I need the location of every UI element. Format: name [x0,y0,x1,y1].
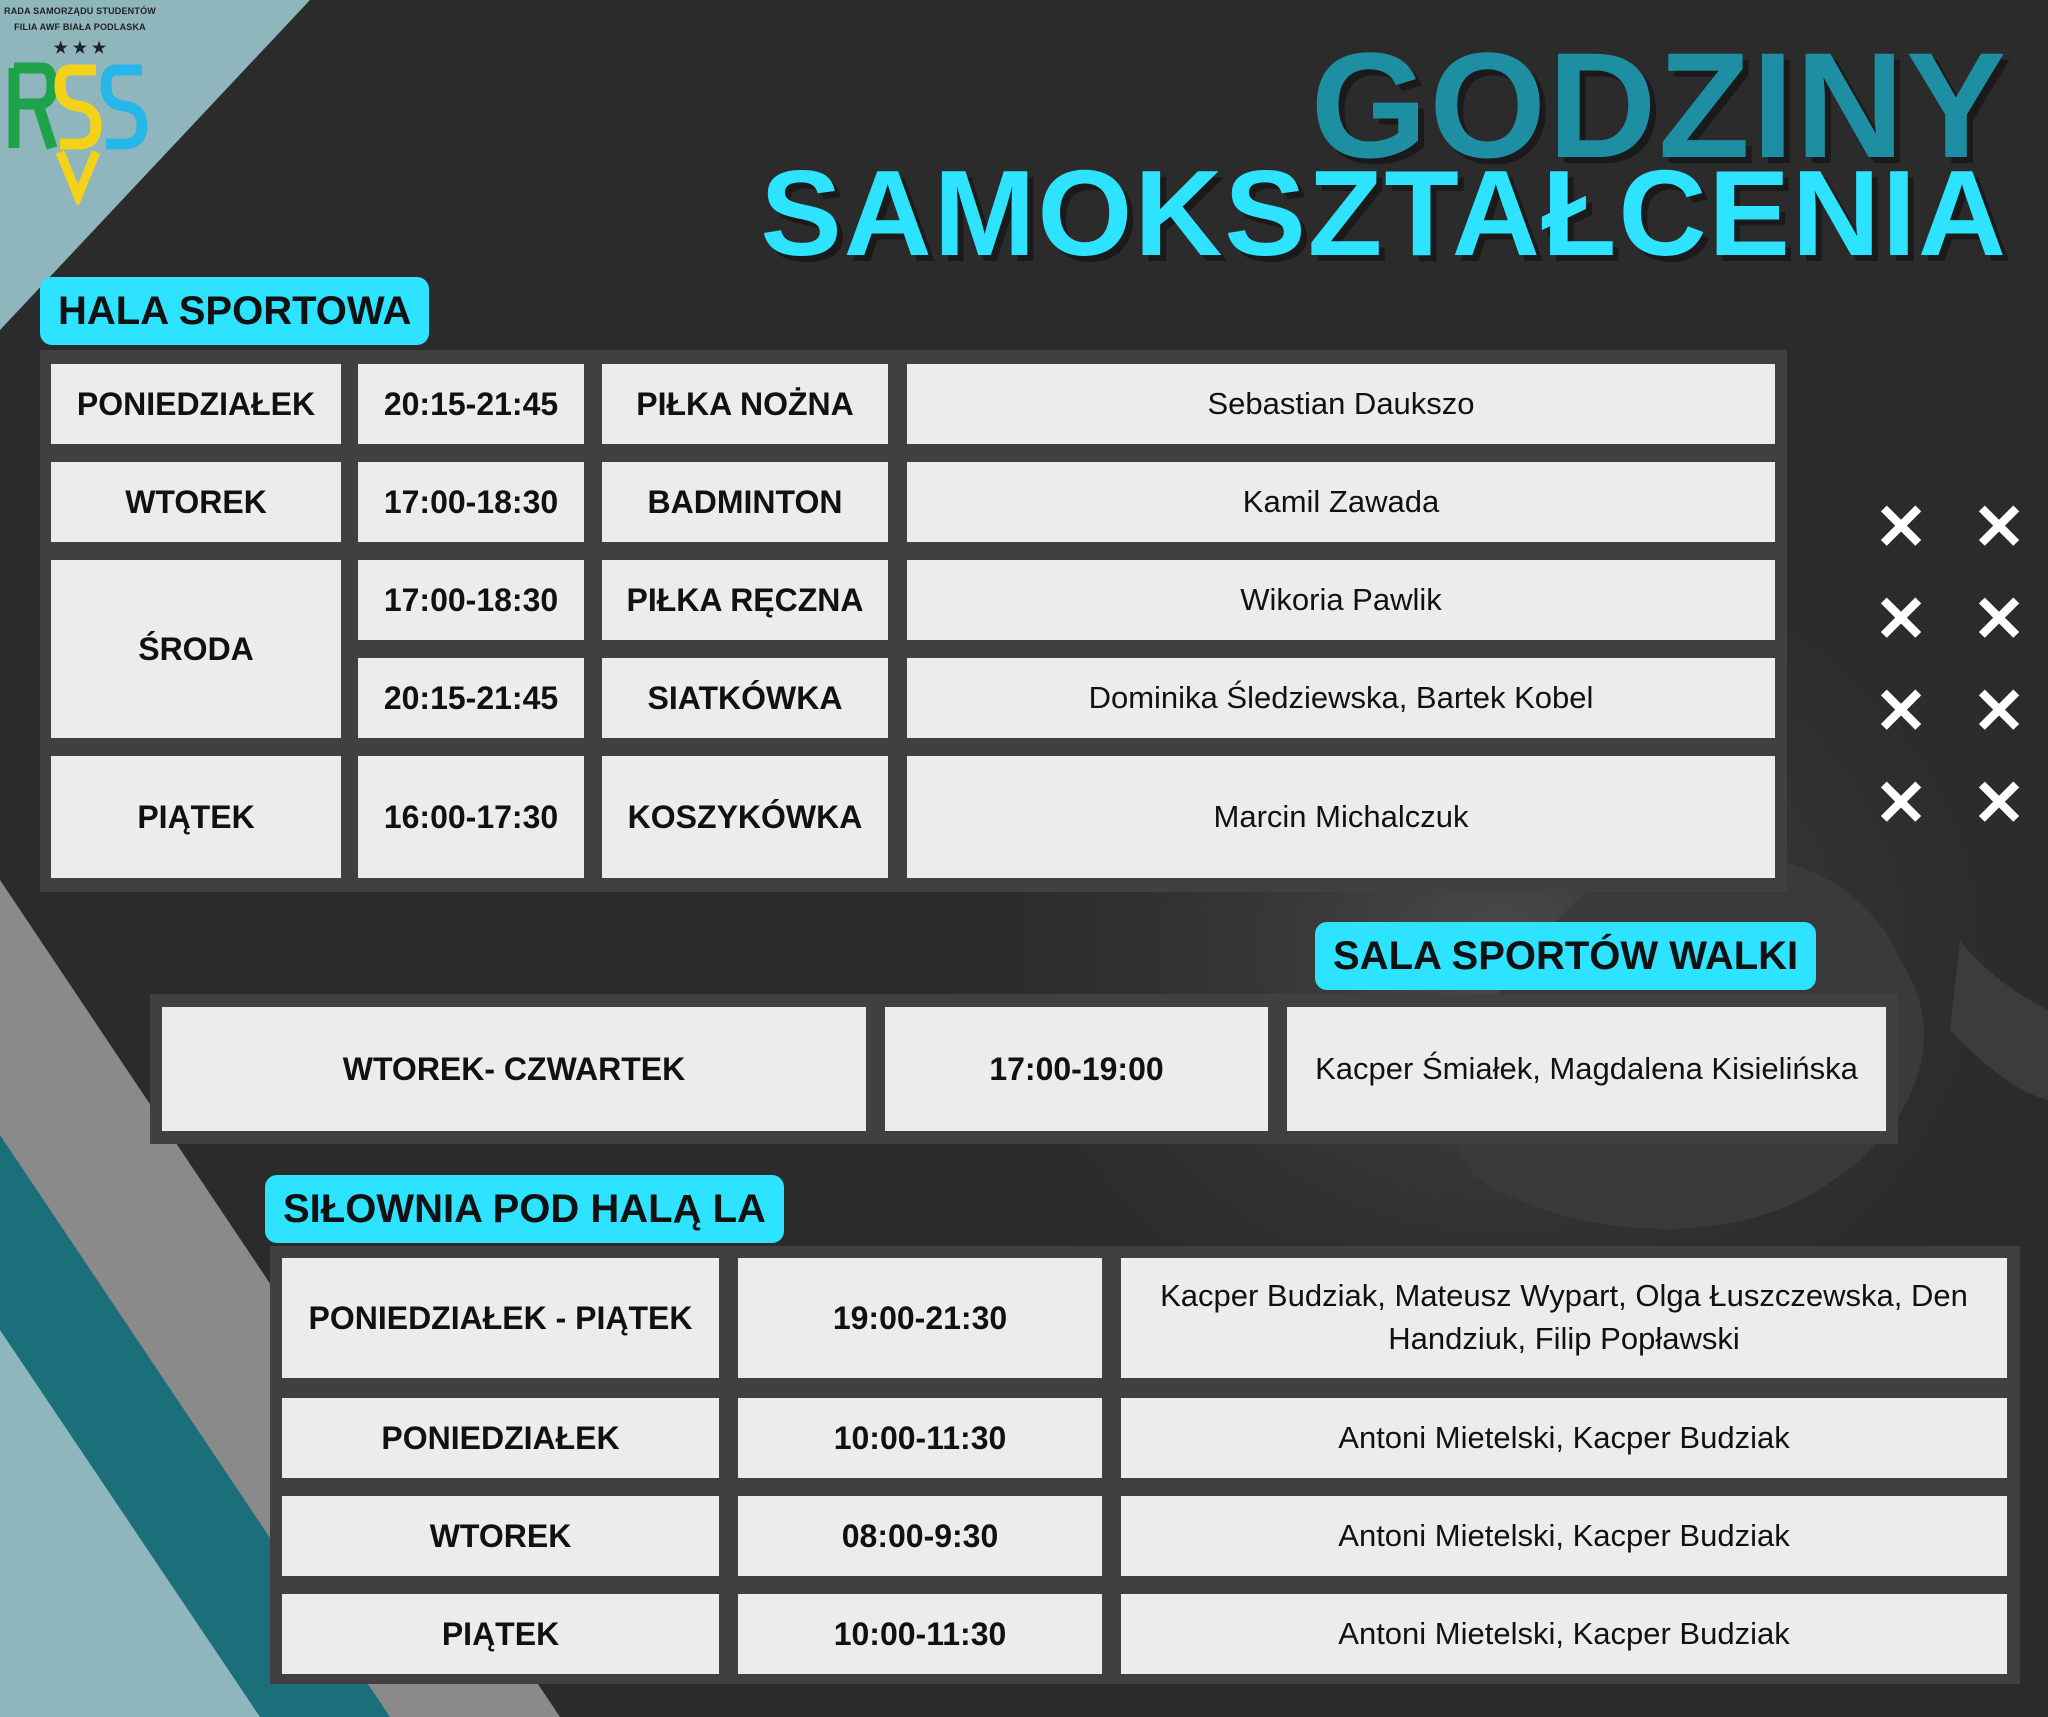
time-cell: 10:00-11:30 [738,1594,1102,1674]
time-cell: 16:00-17:30 [358,756,584,878]
instructor-cell: Antoni Mietelski, Kacper Budziak [1121,1594,2007,1674]
title-line-2: SAMOKSZTAŁCENIA [760,145,2008,281]
day-cell: PONIEDZIAŁEK - PIĄTEK [282,1258,719,1378]
day-cell: WTOREK- CZWARTEK [162,1007,866,1131]
sala-walki-heading: SALA SPORTÓW WALKI [1315,922,1816,990]
logo-emblem-icon [8,60,148,205]
instructor-cell: Kamil Zawada [907,462,1775,542]
time-cell: 19:00-21:30 [738,1258,1102,1378]
day-cell: WTOREK [51,462,341,542]
sport-cell: BADMINTON [602,462,888,542]
day-cell: WTOREK [282,1496,719,1576]
sport-cell: PIŁKA RĘCZNA [602,560,888,640]
x-mark-icon: ✕ [1874,767,1928,839]
instructor-cell: Wikoria Pawlik [907,560,1775,640]
time-cell: 10:00-11:30 [738,1398,1102,1478]
time-cell: 20:15-21:45 [358,658,584,738]
time-cell: 17:00-19:00 [885,1007,1268,1131]
instructor-cell: Antoni Mietelski, Kacper Budziak [1121,1398,2007,1478]
title-line-1: GODZINY [1310,21,2008,189]
instructor-cell: Kacper Budziak, Mateusz Wypart, Olga Łuszczewska, Den Handziuk, Filip Popławski [1121,1258,2007,1378]
instructor-cell: Sebastian Daukszo [907,364,1775,444]
x-mark-icon: ✕ [1972,675,2026,747]
x-mark-icon: ✕ [1874,675,1928,747]
silownia-heading: SIŁOWNIA POD HALĄ LA [265,1175,784,1243]
x-mark-icon: ✕ [1972,583,2026,655]
instructor-cell: Antoni Mietelski, Kacper Budziak [1121,1496,2007,1576]
sport-cell: SIATKÓWKA [602,658,888,738]
logo-branch-name: FILIA AWF BIAŁA PODLASKA [14,22,146,32]
instructor-cell: Marcin Michalczuk [907,756,1775,878]
time-cell: 08:00-9:30 [738,1496,1102,1576]
x-mark-icon: ✕ [1972,767,2026,839]
rss-logo [0,0,160,210]
x-mark-icon: ✕ [1972,491,2026,563]
sport-cell: PIŁKA NOŻNA [602,364,888,444]
day-cell: ŚRODA [51,560,341,738]
day-cell: PONIEDZIAŁEK [282,1398,719,1478]
instructor-cell: Dominika Śledziewska, Bartek Kobel [907,658,1775,738]
sport-cell: KOSZYKÓWKA [602,756,888,878]
time-cell: 17:00-18:30 [358,560,584,640]
day-cell: PONIEDZIAŁEK [51,364,341,444]
x-mark-icon: ✕ [1874,583,1928,655]
day-cell: PIĄTEK [282,1594,719,1674]
logo-stars: ★ ★ ★ [53,40,107,57]
day-cell: PIĄTEK [51,756,341,878]
time-cell: 17:00-18:30 [358,462,584,542]
x-mark-icon: ✕ [1874,491,1928,563]
hala-sportowa-heading: HALA SPORTOWA [40,277,429,345]
instructor-cell: Kacper Śmiałek, Magdalena Kisielińska [1287,1007,1886,1131]
logo-org-name: RADA SAMORZĄDU STUDENTÓW [4,6,156,16]
time-cell: 20:15-21:45 [358,364,584,444]
